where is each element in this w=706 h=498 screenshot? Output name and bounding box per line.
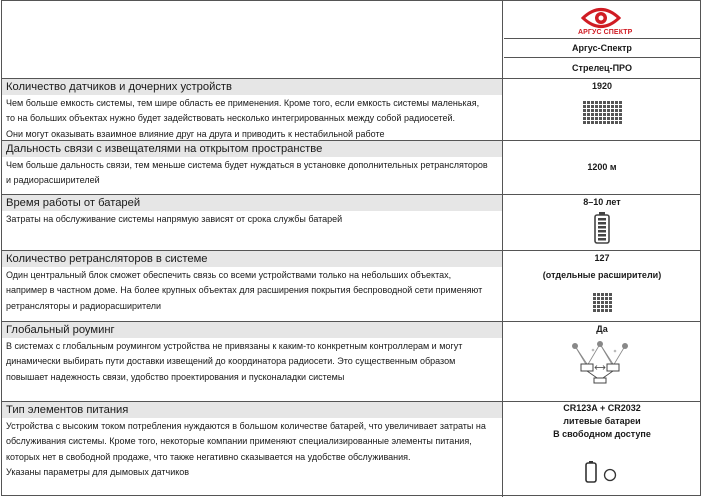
row-title: Количество ретрансляторов в системе	[2, 251, 502, 267]
row-title: Тип элементов питания	[2, 402, 502, 418]
row-value: 1200 м	[587, 162, 617, 172]
row-description: Один центральный блок сможет обеспечить связь со всеми устройствами только на небольших объектах, например в частном доме. На более крупных объектах для расширения покрытия беспроводной сети применяют ретрансляторы и радиорасширители	[6, 270, 483, 311]
row-value-line3: В свободном доступе	[553, 429, 651, 439]
row-description: Устройства с высоким током потребления нуждаются в большом количестве батарей, что увеличивает затраты на обслуживания системы. Кроме того, некоторые компании применяют специализированные элементы питания, которых нет в свободной продаже, что также негативно сказывается на удобстве обслуживания. Указаны параметры для дымовых датчиков	[6, 421, 486, 478]
row-value-line2: литевые батареи	[563, 416, 641, 426]
system-name: Стрелец-ПРО	[572, 63, 632, 73]
roaming-network-icon	[567, 340, 637, 384]
header-row	[2, 1, 700, 79]
row-title: Дальность связи с извещателями на открытом пространстве	[2, 141, 502, 157]
row-range	[2, 141, 700, 195]
brand-logo-cell	[504, 1, 700, 39]
battery-cells-icon	[585, 461, 619, 483]
row-value-note: (отдельные расширители)	[542, 270, 662, 280]
row-value: Да	[596, 324, 608, 334]
row-sensor-capacity	[2, 79, 700, 141]
row-repeaters	[2, 251, 700, 322]
row-value: 8–10 лет	[583, 197, 621, 207]
row-value: CR123A + CR2032	[563, 403, 641, 413]
row-battery-life	[2, 195, 700, 251]
brand-name: АРГУС СПЕКТР	[578, 29, 633, 36]
row-description: Чем больше емкость системы, тем шире область ее применения. Кроме того, если емкость системы маленькая, то на больших объектах нужно будет задействовать несколько интегрированных между собой радиосетей. Они могут оказывать взаимное влияние друг на друга и приводить к нестабильной работе	[6, 98, 480, 139]
company-name: Аргус-Спектр	[504, 39, 700, 58]
row-description: В системах с глобальным роумингом устройства не привязаны к каким-то конкретным контроллерам и могут динамически выбирать пути доставки извещений до координатора радиосети. Это существенным образом повышает надежность связи, удобство проектирования и пусконаладки системы	[6, 341, 463, 382]
row-power-type	[2, 402, 700, 497]
row-value: 127	[594, 253, 610, 263]
row-title: Время работы от батарей	[2, 195, 502, 211]
row-title: Глобальный роуминг	[2, 322, 502, 338]
device-grid-icon	[583, 101, 622, 124]
argus-eye-logo-icon	[581, 5, 621, 31]
battery-full-icon	[594, 212, 610, 244]
row-description: Чем больше дальность связи, тем меньше система будет нуждаться в установке дополнительных ретрансляторов и радиорасширителей	[6, 160, 488, 186]
row-description: Затраты на обслуживание системы напрямую зависят от срока службы батарей	[6, 214, 343, 224]
row-title: Количество датчиков и дочерних устройств	[2, 79, 502, 95]
header-empty-cell	[2, 1, 503, 78]
row-roaming	[2, 322, 700, 402]
row-value: 1920	[591, 81, 613, 91]
repeater-grid-icon	[593, 293, 612, 312]
comparison-table	[1, 0, 701, 496]
